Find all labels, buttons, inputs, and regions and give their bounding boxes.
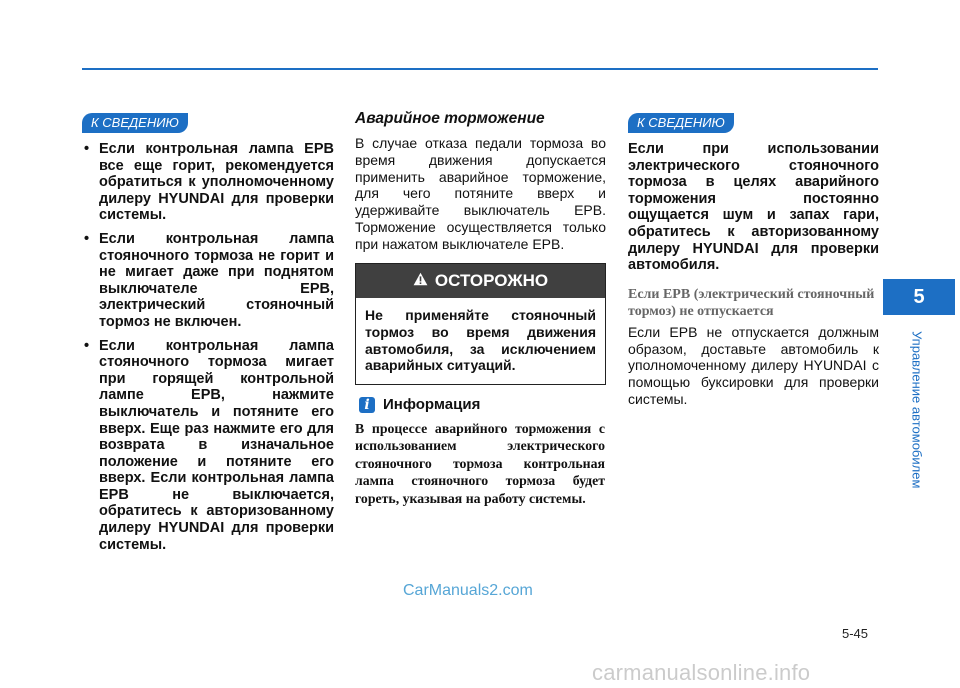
chapter-tab[interactable]: 5 [883,279,955,315]
top-rule [82,68,878,70]
bullet-text: Если контрольная лампа стояночного тормоза мигает при горящей контрольной лампе EPB, нажмите выключатель и потяните его вверх. Еще раз нажмите его для возврата в изначальное положение и потяните его вверх. Если контрольная лампа EPB не выключается, обратитесь к авторизованному дилеру HYUNDAI для проверки системы. [99,337,334,553]
bullet-item [82,231,334,331]
info-title: Информация [383,396,481,413]
bullet-item [82,141,334,224]
watermark-top[interactable]: CarManuals2.com [403,582,533,599]
emergency-braking-section [355,110,606,253]
bullet-text: Если контрольная лампа EPB все еще горит, рекомендуется обратиться к уполномоченному дилеру HYUNDAI для проверки системы. [99,141,334,224]
section-title: Аварийное торможение [355,110,545,127]
bullet-text: Если контрольная лампа стояночного тормоза не горит и не мигает даже при поднятом выключателе EPB, электрический стояночный тормоз не включен. [99,230,334,330]
page-number: 5-45 [842,626,869,641]
caution-header [356,264,605,298]
notice-tag-2: К СВЕДЕНИЮ [628,113,734,133]
bullet-item [82,338,334,554]
bullet-dot: • [84,141,90,157]
watermark-bottom[interactable]: carmanualsonline.info [592,660,811,685]
notice-text: Если при использовании электрического стояночного тормоза в целях аварийного торможения постоянно ощущается шум и запах гари, обратитесь к авторизованному дилеру HYUNDAI для проверки автомобиля. [628,141,879,274]
notice-tag: К СВЕДЕНИЮ [82,113,188,133]
section-text: В случае отказа педали тормоза во время движения допускается применить аварийное торможение, для чего потяните вверх и удерживайте выключатель EPB. Торможение осуществляется только при нажатом выключателе EPB. [355,135,606,252]
bullet-dot: • [84,337,90,354]
info-icon: i [359,397,375,413]
caution-box [355,263,606,385]
chapter-label [881,325,953,495]
notice-column-1 [82,141,334,560]
caution-title: ОСТОРОЖНО [434,271,549,290]
epb-not-released-text: Если EPB не отпускается должным образом, доставьте автомобиль к уполномоченному дилеру HYUNDAI с помощью буксировки для проверки системы. [628,323,879,407]
warning-triangle-icon [413,271,428,291]
epb-not-released-heading: Если EPB (электрический стояночный тормоз) не отпускается [628,286,875,319]
notice-column-3 [628,141,879,408]
bullet-dot: • [84,230,90,247]
notice-bullet-list [82,141,334,553]
chapter-label-text: Управление автомобилем [909,331,925,489]
caution-text: Не применяйте стояночный тормоз во время движения автомобиля, за исключением аварийных ситуаций. [365,307,596,374]
info-text: В процессе аварийного торможения с использованием электрического стояночного тормоза контрольная лампа стояночного тормоза будет гореть, указывая на работу системы. [355,421,605,506]
info-header [359,396,480,413]
